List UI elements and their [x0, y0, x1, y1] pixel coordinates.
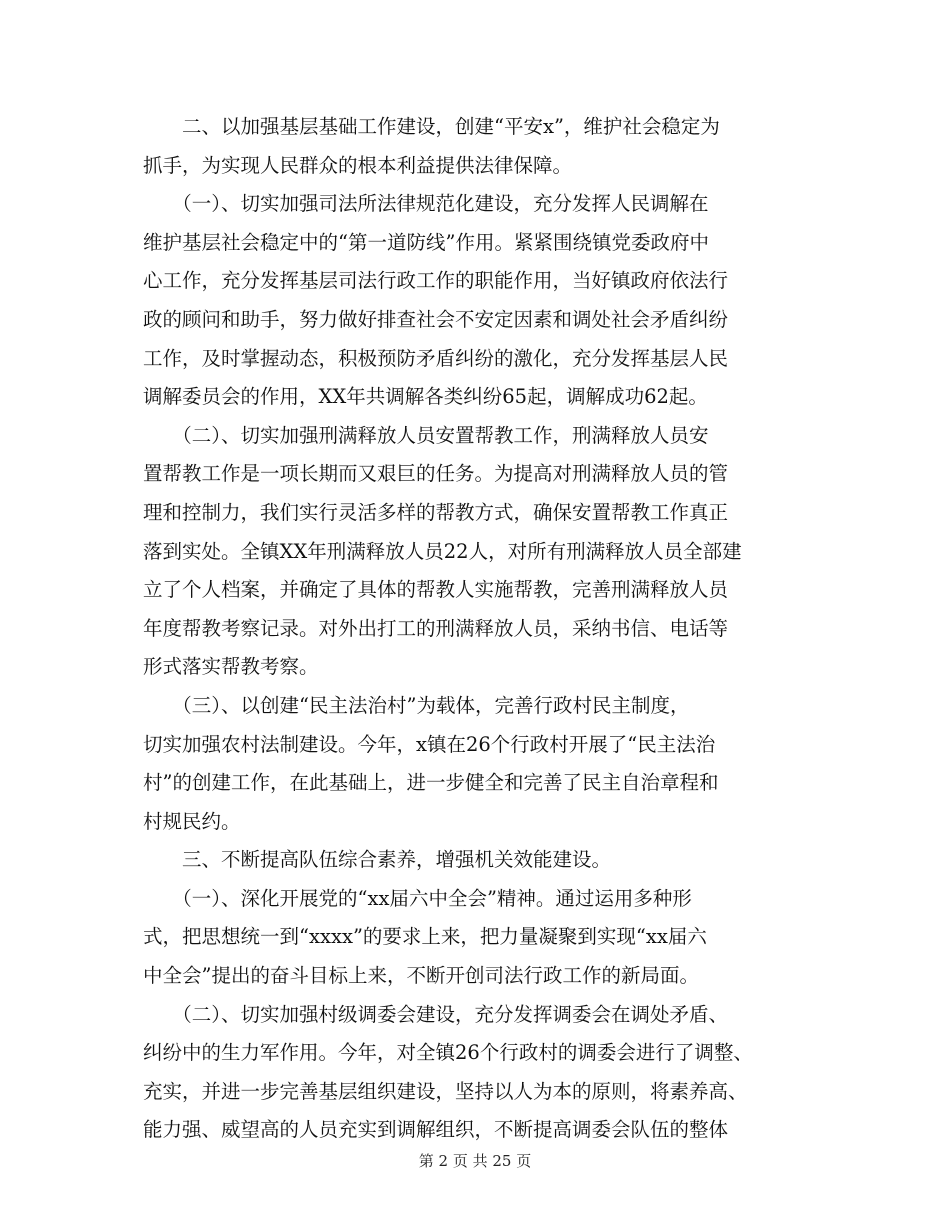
text-line: 置帮教工作是一项长期而又艰巨的任务。为提高对刑满释放人员的管 [143, 462, 729, 486]
text-line: （一）、切实加强司法所法律规范化建设，充分发挥人民调解在 [143, 192, 709, 216]
text-line: 心工作，充分发挥基层司法行政工作的职能作用，当好镇政府依法行 [143, 269, 729, 293]
text-line: 调解委员会的作用，XX年共调解各类纠纷65起，调解成功62起。 [143, 385, 708, 409]
text-line: 切实加强农村法制建设。今年，x镇在26个行政村开展了“民主法治 [143, 732, 716, 756]
text-line: 立了个人档案，并确定了具体的帮教人实施帮教，完善刑满释放人员 [143, 578, 729, 602]
text-line: 能力强、威望高的人员充实到调解组织，不断提高调委会队伍的整体 [143, 1118, 729, 1142]
body-text [143, 108, 808, 1150]
text-line: 式，把思想统一到“xxxx”的要求上来，把力量凝聚到实现“xx届六 [143, 925, 707, 949]
text-line: 充实，并进一步完善基层组织建设，坚持以人为本的原则，将素养高、 [143, 1079, 748, 1103]
text-line: 工作，及时掌握动态，积极预防矛盾纠纷的激化，充分发挥基层人民 [143, 346, 729, 370]
text-line: 三、不断提高队伍综合素养，增强机关效能建设。 [143, 848, 612, 872]
text-line: 理和控制力，我们实行灵活多样的帮教方式，确保安置帮教工作真正 [143, 500, 729, 524]
text-line: （二）、切实加强刑满释放人员安置帮教工作，刑满释放人员安 [143, 423, 709, 447]
text-line: 抓手，为实现人民群众的根本利益提供法律保障。 [143, 153, 573, 177]
text-line: 村规民约。 [143, 809, 241, 833]
text-line: 中全会”提出的奋斗目标上来，不断开创司法行政工作的新局面。 [143, 964, 699, 988]
text-line: 落到实处。全镇XX年刑满释放人员22人，对所有刑满释放人员全部建 [143, 539, 742, 563]
text-line: 年度帮教考察记录。对外出打工的刑满释放人员，采纳书信、电话等 [143, 616, 729, 640]
text-line: 形式落实帮教考察。 [143, 655, 319, 679]
text-line: （二）、切实加强村级调委会建设，充分发挥调委会在调处矛盾、 [143, 1002, 729, 1026]
text-line: 村”的创建工作，在此基础上，进一步健全和完善了民主自治章程和 [143, 771, 719, 795]
text-line: 维护基层社会稳定中的“第一道防线”作用。紧紧围绕镇党委政府中 [143, 230, 709, 254]
text-line: （一）、深化开展党的“xx届六中全会”精神。通过运用多种形 [143, 886, 692, 910]
text-line: （三）、以创建“民主法治村”为载体，完善行政村民主制度， [143, 693, 690, 717]
page-footer: 第 2 页 共 25 页 [418, 1152, 532, 1170]
text-line: 二、以加强基层基础工作建设，创建“平安x”，维护社会稳定为 [143, 115, 720, 138]
text-line: 纠纷中的生力军作用。今年，对全镇26个行政村的调委会进行了调整、 [143, 1041, 753, 1065]
text-line: 政的顾问和助手，努力做好排查社会不安定因素和调处社会矛盾纠纷 [143, 307, 729, 331]
